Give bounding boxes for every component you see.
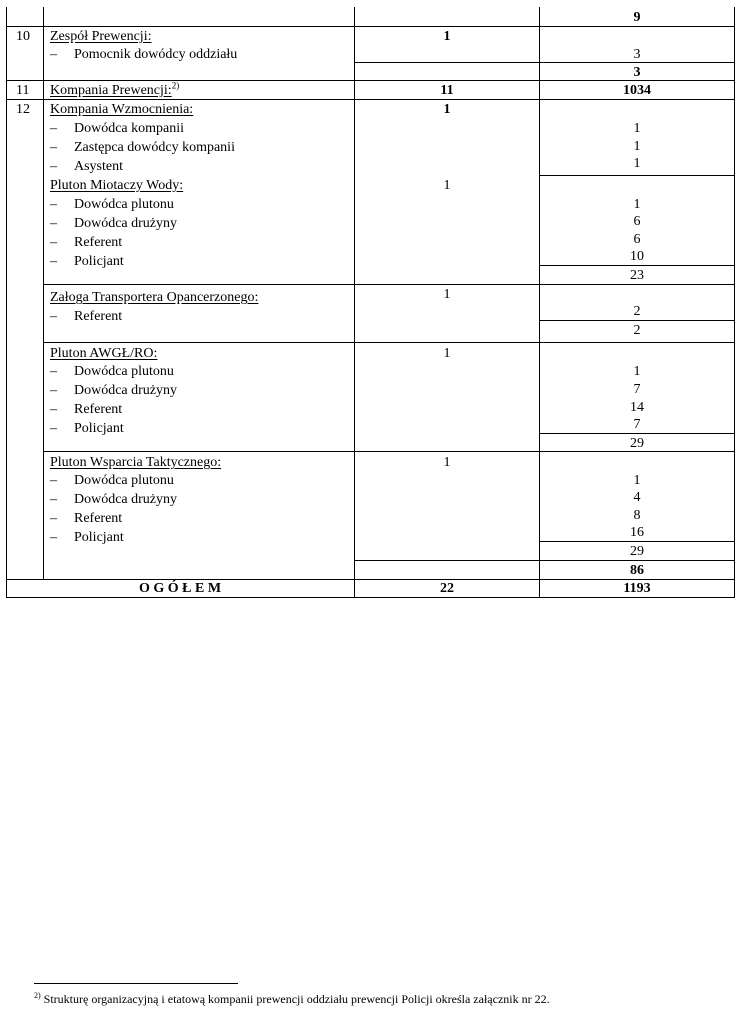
list-dash: – [50, 216, 57, 231]
unit-count: 1 [443, 102, 451, 117]
position-label: Dowódca drużyny [74, 492, 178, 507]
subunit-count: 1 [443, 178, 451, 193]
section-total: 1034 [623, 83, 651, 98]
position-count: 8 [633, 508, 641, 523]
list-dash: – [50, 121, 57, 136]
position-label: Zastępca dowódcy kompanii [74, 140, 235, 155]
list-dash: – [50, 254, 57, 269]
grand-total-count: 1193 [623, 581, 651, 596]
position-count: 6 [633, 232, 641, 247]
unit-name: Kompania Prewencji: [50, 83, 172, 98]
position-count: 10 [630, 249, 644, 264]
subunit-count: 1 [443, 287, 451, 302]
list-dash: – [50, 421, 57, 436]
grand-total-label: O G Ó Ł E M [138, 581, 222, 596]
unit-name-wrap [50, 82, 179, 99]
subunit-name: Pluton Wsparcia Taktycznego: [50, 455, 222, 470]
position-count: 6 [633, 214, 641, 229]
position-count: 16 [630, 525, 644, 540]
position-count: 1 [633, 197, 641, 212]
unit-name: Kompania Wzmocnienia: [50, 102, 194, 117]
row-number: 11 [16, 83, 30, 98]
position-count: 1 [633, 121, 641, 136]
unit-count: 11 [440, 83, 454, 98]
unit-name: Zespół Prewencji: [50, 29, 152, 44]
list-dash: – [50, 492, 57, 507]
subunit-total: 29 [630, 436, 644, 451]
row-number: 12 [16, 102, 30, 117]
position-count: 2 [633, 304, 641, 319]
subunit-count: 1 [443, 455, 451, 470]
subunit-name: Załoga Transportera Opancerzonego: [50, 290, 259, 305]
list-dash: – [50, 140, 57, 155]
subunit-total: 2 [633, 323, 641, 338]
list-dash: – [50, 530, 57, 545]
position-label: Asystent [74, 159, 123, 174]
list-dash: – [50, 511, 57, 526]
section-total: 86 [630, 563, 644, 578]
position-label: Dowódca plutonu [74, 473, 174, 488]
list-dash: – [50, 383, 57, 398]
position-label: Dowódca kompanii [74, 121, 185, 136]
carried-total: 9 [633, 10, 641, 25]
position-count: 1 [633, 473, 641, 488]
unit-count: 1 [443, 29, 451, 44]
footnote-text: Strukturę organizacyjną i etatową kompanii prewencji oddziału prewencji Policji określa załącznik nr 22. [43, 992, 550, 1006]
list-dash: – [50, 473, 57, 488]
position-count: 1 [633, 364, 641, 379]
list-dash: – [50, 197, 57, 212]
position-label: Referent [74, 511, 123, 526]
footnote [34, 991, 550, 1007]
section-total: 3 [633, 65, 641, 80]
position-label: Referent [74, 235, 123, 250]
subunit-total: 29 [630, 544, 644, 559]
position-count: 1 [633, 139, 641, 154]
footnote-ref: 2) [171, 80, 180, 91]
position-label: Dowódca plutonu [74, 364, 174, 379]
position-label: Referent [74, 309, 123, 324]
position-label: Dowódca drużyny [74, 383, 178, 398]
footnote-separator [34, 983, 238, 984]
position-count: 3 [633, 47, 641, 62]
position-count: 4 [633, 490, 641, 505]
subunit-total: 23 [630, 268, 644, 283]
list-dash: – [50, 309, 57, 324]
position-label: Policjant [74, 254, 124, 269]
row-number: 10 [16, 29, 30, 44]
list-dash: – [50, 159, 57, 174]
list-dash: – [50, 235, 57, 250]
grand-total-units: 22 [440, 581, 454, 596]
list-dash: – [50, 402, 57, 417]
subunit-name: Pluton AWGŁ/RO: [50, 346, 158, 361]
position-count: 7 [633, 417, 641, 432]
position-count: 1 [633, 156, 641, 171]
subunit-count: 1 [443, 346, 451, 361]
position-count: 14 [630, 400, 644, 415]
position-count: 7 [633, 382, 641, 397]
list-dash: – [50, 47, 57, 62]
position-label: Referent [74, 402, 123, 417]
position-label: Dowódca drużyny [74, 216, 178, 231]
footnote-mark: 2) [34, 991, 41, 1000]
position-label: Policjant [74, 530, 124, 545]
list-dash: – [50, 364, 57, 379]
subunit-name: Pluton Miotaczy Wody: [50, 178, 184, 193]
position-label: Policjant [74, 421, 124, 436]
position-label: Pomocnik dowódcy oddziału [74, 47, 238, 62]
position-label: Dowódca plutonu [74, 197, 174, 212]
